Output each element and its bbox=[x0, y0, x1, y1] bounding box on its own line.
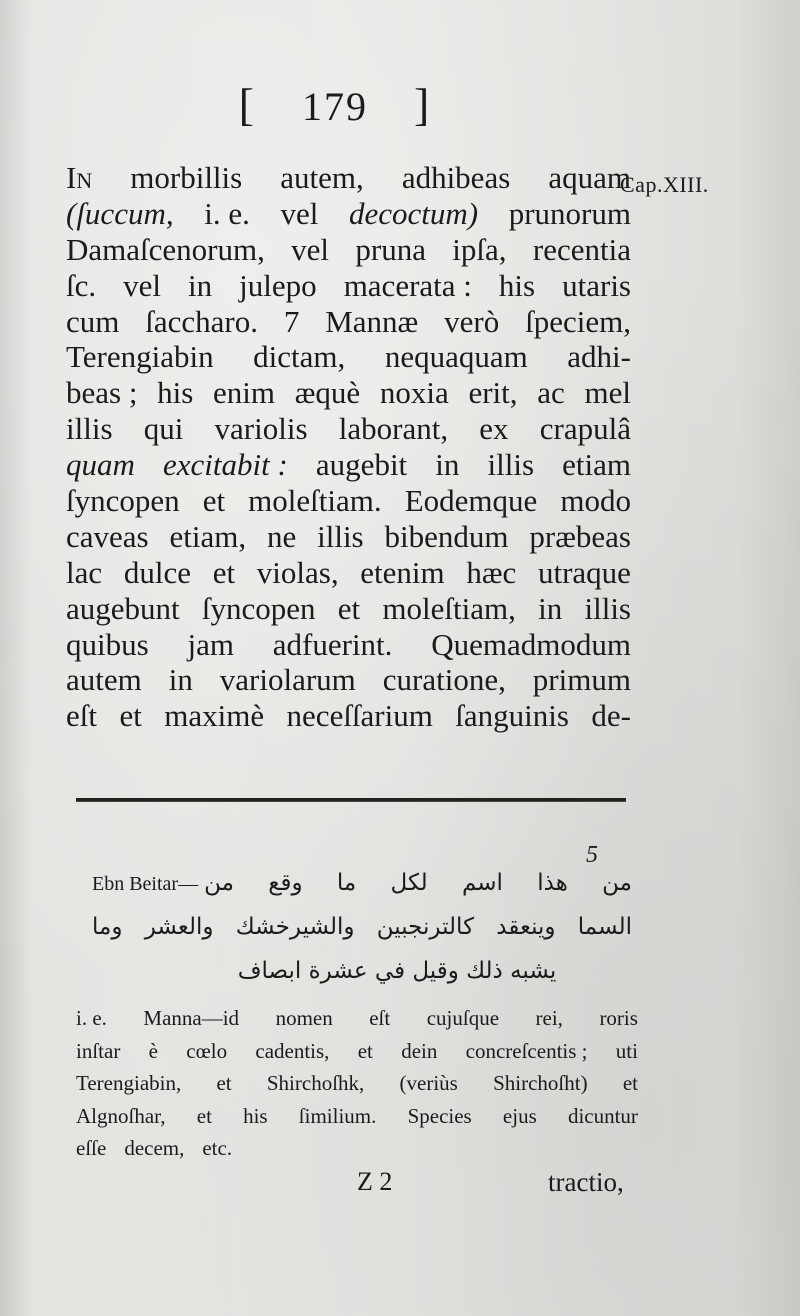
footnote-rule bbox=[76, 798, 626, 802]
word: utraque bbox=[537, 554, 631, 590]
word: eſt bbox=[369, 1006, 391, 1030]
word: vel bbox=[123, 267, 162, 303]
word: Shirchoſhk, bbox=[266, 1071, 365, 1095]
word: ejus bbox=[502, 1103, 537, 1128]
word: vel bbox=[280, 195, 319, 231]
word: ſpeciem, bbox=[525, 303, 631, 339]
word: in bbox=[168, 662, 193, 698]
word: Mannæ bbox=[325, 303, 419, 339]
word: concreſcentis ; bbox=[465, 1038, 588, 1063]
word: dulce bbox=[123, 554, 191, 590]
word: prunorum bbox=[508, 195, 631, 231]
signature-mark: Z 2 bbox=[357, 1167, 393, 1196]
word: vel bbox=[291, 231, 330, 267]
text-line bbox=[66, 268, 631, 304]
word: erit, bbox=[468, 375, 518, 411]
word: neceſſarium bbox=[286, 698, 433, 734]
word: illis bbox=[584, 590, 631, 626]
word: bibendum bbox=[384, 518, 509, 554]
text-line bbox=[66, 232, 631, 268]
main-text-block bbox=[66, 160, 631, 734]
word: in bbox=[188, 267, 213, 303]
arabic-row-3 bbox=[92, 958, 632, 1002]
footnote-mark: 5 bbox=[586, 842, 598, 868]
text-line bbox=[66, 196, 631, 232]
catchword: tractio, bbox=[548, 1167, 624, 1197]
word: etenim bbox=[360, 554, 445, 590]
word: Eodemque bbox=[404, 483, 538, 519]
text-line bbox=[66, 411, 631, 447]
word: ſyncopen bbox=[66, 483, 180, 519]
word: utaris bbox=[562, 267, 631, 303]
word: quibus bbox=[66, 626, 149, 662]
word: jam bbox=[187, 626, 234, 662]
word: variolarum bbox=[219, 662, 356, 698]
text-line bbox=[66, 519, 631, 555]
text-line bbox=[66, 627, 631, 663]
text-line bbox=[76, 1035, 638, 1068]
word: adhi- bbox=[567, 339, 631, 375]
word: moleſtiam. bbox=[248, 483, 382, 519]
word: et bbox=[357, 1038, 373, 1063]
word: Terengiabin bbox=[66, 339, 214, 375]
word: ſimilium. bbox=[298, 1103, 377, 1128]
word: i. e. bbox=[76, 1006, 107, 1030]
text-line bbox=[66, 447, 631, 483]
word: ſanguinis bbox=[455, 698, 569, 734]
word: caveas bbox=[66, 518, 149, 554]
text-line bbox=[66, 662, 631, 698]
word: pruna bbox=[355, 231, 426, 267]
arabic-line: يشبه ذلك وقيل في عشرة ابصاف bbox=[237, 958, 557, 984]
word: morbillis bbox=[130, 160, 243, 195]
text-line bbox=[76, 1067, 638, 1100]
text-line bbox=[66, 160, 631, 196]
word: beas ; bbox=[66, 375, 138, 411]
word: maximè bbox=[164, 698, 265, 734]
word: illis bbox=[487, 447, 535, 483]
word: curatione, bbox=[382, 662, 506, 698]
word: In bbox=[66, 160, 93, 195]
word: decem, bbox=[124, 1136, 185, 1160]
word: dictam, bbox=[253, 339, 346, 375]
word: Damaſcenorum, bbox=[66, 231, 265, 267]
word: dicuntur bbox=[567, 1103, 638, 1128]
word: autem, bbox=[280, 160, 364, 195]
text-line bbox=[76, 1002, 638, 1035]
word: de- bbox=[591, 698, 631, 734]
word: violas, bbox=[256, 554, 339, 590]
word: nomen bbox=[275, 1006, 333, 1030]
word: (veriùs bbox=[399, 1071, 458, 1095]
word: ac bbox=[537, 375, 565, 411]
text-line bbox=[66, 555, 631, 591]
word: cum bbox=[66, 303, 120, 339]
text-line bbox=[76, 1132, 638, 1165]
word: cadentis, bbox=[255, 1038, 330, 1063]
arabic-line: من هذا اسم لكل ما وقع من bbox=[204, 870, 632, 896]
word: crapulâ bbox=[539, 411, 631, 447]
arabic-quotation bbox=[92, 870, 632, 1002]
word: ſaccharo. bbox=[145, 303, 258, 339]
word: cujuſque bbox=[426, 1006, 500, 1030]
word: Terengiabin, bbox=[76, 1071, 182, 1095]
word: primum bbox=[532, 662, 631, 698]
word: (ſuccum, bbox=[66, 195, 174, 231]
word: lac bbox=[66, 554, 103, 590]
text-line bbox=[76, 1100, 638, 1133]
arabic-line: السما وينعقد كالترنجبين والشيرخشك والعشر وما bbox=[92, 914, 632, 940]
word: qui bbox=[143, 411, 184, 447]
word: augebit bbox=[315, 447, 408, 483]
word: et bbox=[622, 1071, 638, 1095]
margin-note-chapter: Cap.XIII. bbox=[620, 172, 709, 197]
word: et bbox=[196, 1103, 212, 1128]
word: cœlo bbox=[186, 1038, 228, 1063]
word: verò bbox=[444, 303, 500, 339]
word: autem bbox=[66, 662, 142, 698]
word: et bbox=[216, 1071, 232, 1095]
word: ne bbox=[266, 518, 297, 554]
word: et bbox=[119, 698, 142, 734]
word: inſtar bbox=[76, 1038, 121, 1063]
word: illis bbox=[66, 411, 113, 447]
word: excitabit : bbox=[163, 447, 288, 483]
word: et bbox=[337, 590, 361, 626]
page-number bbox=[0, 78, 670, 131]
page-number-value: 179 bbox=[302, 84, 368, 129]
arabic-row-2 bbox=[92, 914, 632, 958]
word: recentia bbox=[532, 231, 631, 267]
text-line bbox=[66, 339, 631, 375]
word: aquam bbox=[548, 160, 631, 195]
word: uti bbox=[615, 1038, 638, 1063]
word: Manna—id bbox=[143, 1006, 240, 1030]
word: quam bbox=[66, 447, 135, 483]
text-line bbox=[66, 375, 631, 411]
word: Algnoſhar, bbox=[76, 1103, 166, 1128]
word: dein bbox=[401, 1038, 438, 1063]
word: illis bbox=[317, 518, 364, 554]
word: adfuerint. bbox=[272, 626, 393, 662]
word: è bbox=[148, 1038, 158, 1063]
text-line bbox=[66, 698, 631, 734]
word: his bbox=[243, 1103, 268, 1128]
arabic-row-1 bbox=[92, 870, 632, 914]
word: Shirchoſht) bbox=[493, 1071, 588, 1095]
word: et bbox=[202, 483, 226, 519]
word: julepo bbox=[239, 267, 317, 303]
text-line bbox=[66, 304, 631, 340]
word: his bbox=[498, 267, 536, 303]
word: in bbox=[538, 590, 563, 626]
word: et bbox=[212, 554, 236, 590]
left-bracket: [ bbox=[238, 79, 256, 130]
word: macerata : bbox=[343, 267, 472, 303]
word: ex bbox=[479, 411, 509, 447]
word: roris bbox=[599, 1006, 638, 1030]
word: ſc. bbox=[66, 267, 97, 303]
word: 7 bbox=[283, 303, 300, 339]
text-line bbox=[66, 483, 631, 519]
word: laborant, bbox=[338, 411, 449, 447]
word: i. e. bbox=[204, 195, 250, 231]
word: in bbox=[435, 447, 460, 483]
word: adhibeas bbox=[401, 160, 511, 195]
word: enim bbox=[213, 375, 276, 411]
word: augebunt bbox=[66, 590, 180, 626]
word: eſt bbox=[66, 698, 97, 734]
word: etc. bbox=[202, 1136, 233, 1160]
word: ſyncopen bbox=[201, 590, 316, 626]
text-line bbox=[66, 591, 631, 627]
word: ipſa, bbox=[452, 231, 507, 267]
word: etiam bbox=[562, 447, 631, 483]
word: etiam, bbox=[169, 518, 247, 554]
footnote-source: Ebn Beitar— bbox=[92, 873, 199, 895]
word: mel bbox=[584, 375, 631, 411]
footnote-text bbox=[76, 1002, 638, 1165]
word: nequaquam bbox=[384, 339, 528, 375]
word: æquè bbox=[294, 375, 361, 411]
word: præbeas bbox=[529, 518, 631, 554]
word: rei, bbox=[535, 1006, 563, 1030]
word: Quemadmodum bbox=[431, 626, 631, 662]
word: noxia bbox=[379, 375, 449, 411]
word: modo bbox=[560, 483, 631, 519]
word: hæc bbox=[466, 554, 517, 590]
word: decoctum) bbox=[348, 195, 479, 231]
right-bracket: ] bbox=[414, 79, 432, 130]
word: Species bbox=[407, 1103, 472, 1128]
word: eſſe bbox=[76, 1136, 107, 1160]
word: moleſtiam, bbox=[382, 590, 516, 626]
word: his bbox=[157, 375, 194, 411]
word: variolis bbox=[214, 411, 308, 447]
